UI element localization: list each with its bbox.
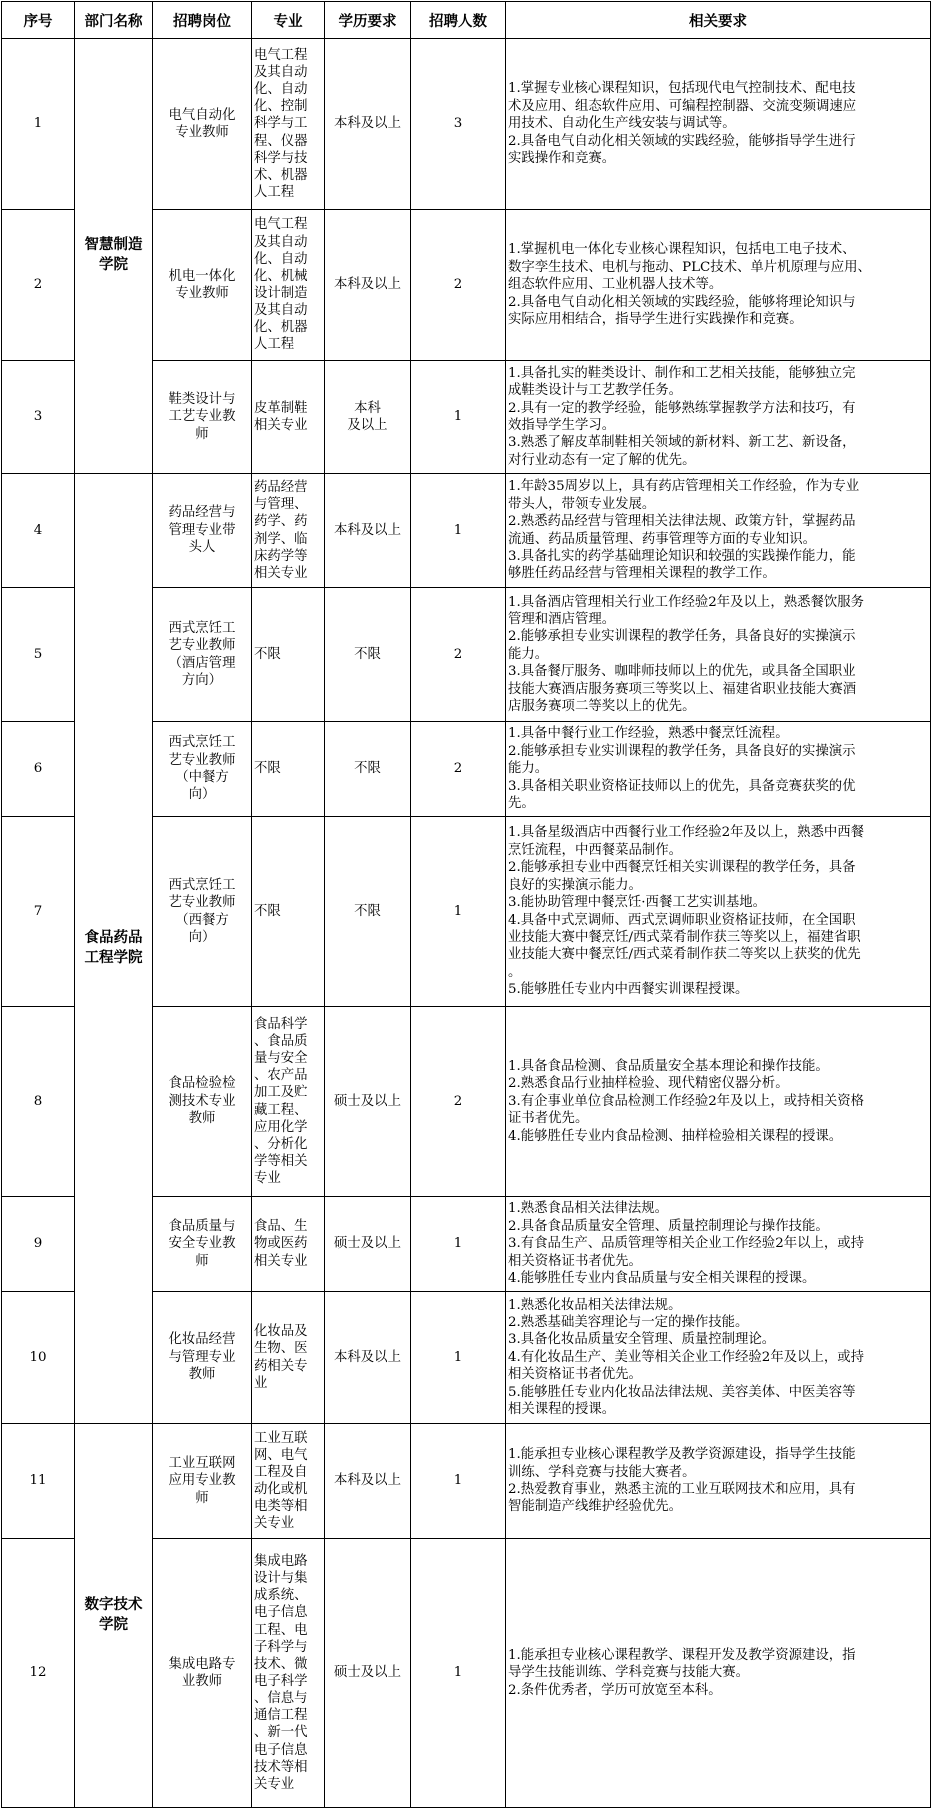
header-major: 专业 — [252, 2, 325, 39]
major-requirement — [252, 817, 325, 1007]
major-requirement — [252, 361, 325, 474]
table-row — [2, 39, 931, 210]
header-dept: 部门名称 — [75, 2, 153, 39]
job-requirements-text: 1.掌握专业核心课程知识，包括现代电气控制技术、配电技 术及应用、组态软件应用、可编程控制器、交流变频调速应 用技术、自动化生产线安装与调试等。 2.具备电气自动化相关领域的实践经验，能够指导学生进行 实践操作和竞赛。 — [508, 81, 857, 167]
row-number — [2, 474, 75, 588]
row-number-text: 4 — [33, 522, 43, 538]
hiring-count-text: 1 — [453, 903, 463, 919]
header-count: 招聘人数 — [411, 2, 506, 39]
hiring-count-text: 1 — [453, 1236, 463, 1252]
education-requirement-text: 硕士及以上 — [334, 1093, 401, 1109]
department-name-text: 数字技术 学院 — [84, 1596, 143, 1633]
education-requirement-text: 本科及以上 — [334, 522, 401, 538]
job-requirements — [506, 361, 931, 474]
position-name-text: 鞋类设计与 工艺专业教 师 — [168, 391, 236, 442]
education-requirement — [325, 474, 411, 588]
education-requirement — [325, 361, 411, 474]
major-requirement-text: 化妆品及 生物、医 药相关专 业 — [254, 1324, 308, 1391]
row-number — [2, 210, 75, 361]
job-requirements-text: 1.年龄35周岁以上，具有药店管理相关工作经验，作为专业 带头人，带领专业发展。 2.熟悉药品经营与管理相关法律法规、政策方针，掌握药品 流通、药品质量管理、药事管理等方面的专业知识。 3.具备扎实的药学基础理论知识和较强的实践操作能力，能 够胜任药品经营与管理相关课程的教学工作。 — [508, 479, 860, 582]
header-requirements: 相关要求 — [506, 2, 931, 39]
education-requirement-text: 本科及以上 — [334, 277, 401, 293]
hiring-count-text: 1 — [453, 1665, 463, 1681]
hiring-count — [411, 39, 506, 210]
position-name-text: 食品质量与 安全专业教 师 — [168, 1218, 236, 1269]
position-name-text: 西式烹饪工 艺专业教师 （西餐方 向） — [168, 877, 236, 945]
major-requirement-text: 皮革制鞋 相关专业 — [254, 400, 308, 433]
position-name — [153, 1197, 252, 1292]
education-requirement — [325, 210, 411, 361]
hiring-count-text: 3 — [453, 116, 463, 132]
job-requirements-text: 1.熟悉食品相关法律法规。 2.具备食品质量安全管理、质量控制理论与操作技能。 3.有食品生产、品质管理等相关企业工作经验2年以上，或持 相关资格证书者优先。 4.能够胜任专业内食品质量与安全相关课程的授课。 — [508, 1201, 865, 1287]
table-row — [2, 1424, 931, 1539]
department-name — [75, 1424, 153, 1808]
row-number-text: 11 — [29, 1473, 47, 1489]
education-requirement — [325, 1007, 411, 1197]
major-requirement-text: 食品科学 、食品质 量与安全 、农产品 加工及贮 藏工程、 应用化学 、分析化 学等相关 专业 — [254, 1016, 308, 1187]
position-name — [153, 474, 252, 588]
major-requirement-text: 电气工程 及其自动 化、自动 化、控制 科学与工 程、仪器 科学与技 术、机器 人工程 — [254, 47, 308, 201]
position-name-text: 集成电路专 业教师 — [168, 1656, 236, 1689]
row-number-text: 5 — [33, 646, 43, 662]
position-name-text: 机电一体化 专业教师 — [168, 268, 236, 301]
education-requirement-text: 本科及以上 — [334, 1349, 401, 1365]
row-number — [2, 39, 75, 210]
row-number — [2, 1197, 75, 1292]
row-number — [2, 1539, 75, 1808]
major-requirement-text: 不限 — [254, 646, 281, 662]
hiring-count — [411, 722, 506, 817]
job-requirements-text: 1.具备中餐行业工作经验，熟悉中餐烹饪流程。 2.能够承担专业实训课程的教学任务，具备良好的实操演示 能力。 3.具备相关职业资格证技师以上的优先，具备竞赛获奖的优 先。 — [508, 726, 856, 812]
job-requirements — [506, 1424, 931, 1539]
position-name-text: 化妆品经营 与管理专业 教师 — [168, 1332, 236, 1383]
hiring-count — [411, 1539, 506, 1808]
row-number-text: 10 — [29, 1349, 47, 1365]
education-requirement — [325, 1539, 411, 1808]
job-requirements — [506, 1197, 931, 1292]
position-name-text: 电气自动化 专业教师 — [168, 107, 236, 140]
education-requirement — [325, 39, 411, 210]
position-name — [153, 210, 252, 361]
job-requirements-text: 1.掌握机电一体化专业核心课程知识，包括电工电子技术、 数字孪生技术、电机与拖动、PLC技术、单片机原理与应用、 组态软件应用、工业机器人技术等。 2.具备电气自动化相关领域的实践经验，能够将理论知识与 实际应用相结合，指导学生进行实践操作和竞赛。 — [508, 242, 871, 328]
major-requirement — [252, 1292, 325, 1424]
job-requirements — [506, 817, 931, 1007]
major-requirement-text: 食品、生 物或医药 相关专业 — [254, 1219, 308, 1269]
row-number-text: 3 — [33, 409, 43, 425]
job-requirements — [506, 474, 931, 588]
hiring-count — [411, 1007, 506, 1197]
hiring-count — [411, 588, 506, 722]
position-name-text: 食品检验检 测技术专业 教师 — [168, 1076, 236, 1127]
position-name-text: 西式烹饪工 艺专业教师 （酒店管理 方向） — [168, 620, 236, 688]
major-requirement — [252, 1424, 325, 1539]
education-requirement — [325, 1424, 411, 1539]
position-name — [153, 39, 252, 210]
position-name-text: 西式烹饪工 艺专业教师 （中餐方 向） — [168, 735, 236, 803]
education-requirement-text: 不限 — [354, 761, 381, 777]
job-requirements-text: 1.具备星级酒店中西餐行业工作经验2年及以上，熟悉中西餐 烹饪流程，中西餐菜品制作。 2.能够承担专业中西餐烹饪相关实训课程的教学任务，具备 良好的实操演示能力。 3.能协助管理中餐烹饪·西餐工艺实训基地。 4.具备中式烹调师、西式烹调师职业资格证技师，在全国职 业技能大赛中餐烹饪/西式菜肴制作获三等奖以上，福建省职 业技能大赛中餐烹饪/西式菜肴制作获二等奖以上获奖的优先 。 5.能够胜任专业内中西餐实训课程授课。 — [508, 825, 865, 998]
education-requirement-text: 硕士及以上 — [334, 1236, 401, 1252]
row-number-text: 2 — [33, 277, 43, 293]
major-requirement — [252, 39, 325, 210]
position-name-text: 工业互联网 应用专业教 师 — [168, 1455, 236, 1506]
education-requirement-text: 本科 及以上 — [347, 400, 388, 433]
education-requirement-text: 不限 — [354, 903, 381, 919]
hiring-count-text: 2 — [453, 646, 463, 662]
department-name-text: 食品药品 工程学院 — [84, 929, 143, 966]
hiring-count — [411, 210, 506, 361]
header-row — [2, 2, 931, 39]
position-name — [153, 361, 252, 474]
major-requirement-text: 不限 — [254, 903, 281, 919]
major-requirement-text: 药品经营 与管理、 药学、药 剂学、临 床药学等 相关专业 — [254, 480, 308, 581]
education-requirement-text: 硕士及以上 — [334, 1665, 401, 1681]
header-education: 学历要求 — [325, 2, 411, 39]
row-number-text: 6 — [33, 761, 43, 777]
department-name-text: 智慧制造 学院 — [84, 237, 143, 273]
major-requirement — [252, 722, 325, 817]
header-no: 序号 — [2, 2, 75, 39]
education-requirement — [325, 588, 411, 722]
job-requirements — [506, 1539, 931, 1808]
education-requirement — [325, 1197, 411, 1292]
position-name — [153, 817, 252, 1007]
major-requirement-text: 电气工程 及其自动 化、自动 化、机械 设计制造 及其自动 化、机器 人工程 — [254, 217, 308, 353]
job-requirements-text: 1.熟悉化妆品相关法律法规。 2.熟悉基础美容理论与一定的操作技能。 3.具备化妆品质量安全管理、质量控制理论。 4.有化妆品生产、美业等相关企业工作经验2年及以上，或持 相关资格证书者优先。 5.能够胜任专业内化妆品法律法规、美容美体、中医美容等 相关课程的授课。 — [508, 1297, 865, 1418]
job-requirements — [506, 722, 931, 817]
position-name — [153, 722, 252, 817]
hiring-count — [411, 361, 506, 474]
hiring-count-text: 1 — [453, 1349, 463, 1365]
hiring-count — [411, 1424, 506, 1539]
position-name — [153, 1424, 252, 1539]
job-requirements-text: 1.具备酒店管理相关行业工作经验2年及以上，熟悉餐饮服务 管理和酒店管理。 2.能够承担专业实训课程的教学任务，具备良好的实操演示 能力。 3.具备餐厅服务、咖啡师技师以上的优先，或具备全国职业 技能大赛酒店服务赛项三等奖以上、福建省职业技能大赛酒 店服务赛项二等奖以上的优先。 — [508, 594, 865, 715]
recruitment-table — [1, 1, 931, 1808]
major-requirement — [252, 474, 325, 588]
job-requirements — [506, 1292, 931, 1424]
hiring-count-text: 2 — [453, 1093, 463, 1109]
education-requirement-text: 本科及以上 — [334, 1473, 401, 1489]
major-requirement — [252, 210, 325, 361]
education-requirement — [325, 722, 411, 817]
job-requirements — [506, 39, 931, 210]
row-number-text: 8 — [33, 1093, 43, 1109]
hiring-count — [411, 474, 506, 588]
row-number — [2, 817, 75, 1007]
hiring-count — [411, 817, 506, 1007]
education-requirement — [325, 817, 411, 1007]
major-requirement-text: 工业互联 网、电气 工程及自 动化或机 电类等相 关专业 — [254, 1430, 308, 1532]
major-requirement — [252, 1539, 325, 1808]
position-name-text: 药品经营与 管理专业带 头人 — [168, 505, 236, 556]
hiring-count — [411, 1292, 506, 1424]
hiring-count — [411, 1197, 506, 1292]
position-name — [153, 588, 252, 722]
major-requirement-text: 集成电路 设计与集 成系统、 电子信息 工程、电 子科学与 技术、微 电子科学 、信息与 通信工程 、新一代 电子信息 技术等相 关专业 — [254, 1553, 308, 1792]
position-name — [153, 1292, 252, 1424]
major-requirement — [252, 1197, 325, 1292]
row-number-text: 1 — [33, 116, 43, 132]
department-name — [75, 39, 153, 474]
job-requirements-text: 1.能承担专业核心课程教学及教学资源建设，指导学生技能 训练、学科竞赛与技能大赛者。 2.热爱教育事业，熟悉主流的工业互联网技术和应用，具有 智能制造产线维护经验优先。 — [508, 1447, 856, 1515]
hiring-count-text: 1 — [453, 409, 463, 425]
department-name — [75, 474, 153, 1424]
job-requirements-text: 1.能承担专业核心课程教学、课程开发及教学资源建设，指 导学生技能训练、学科竞赛与技能大赛。 2.条件优秀者，学历可放宽至本科。 — [508, 1647, 856, 1698]
hiring-count-text: 1 — [453, 522, 463, 538]
table-row — [2, 474, 931, 588]
major-requirement — [252, 1007, 325, 1197]
major-requirement — [252, 588, 325, 722]
row-number-text: 7 — [33, 903, 43, 919]
hiring-count-text: 2 — [453, 277, 463, 293]
major-requirement-text: 不限 — [254, 761, 281, 777]
job-requirements — [506, 210, 931, 361]
job-requirements-text: 1.具备扎实的鞋类设计、制作和工艺相关技能，能够独立完 成鞋类设计与工艺教学任务。 2.具有一定的教学经验，能够熟练掌握教学方法和技巧，有 效指导学生学习。 3.熟悉了解皮革制鞋相关领域的新材料、新工艺、新设备， 对行业动态有一定了解的优先。 — [508, 365, 856, 468]
row-number — [2, 361, 75, 474]
hiring-count-text: 1 — [453, 1473, 463, 1489]
education-requirement-text: 本科及以上 — [334, 116, 401, 132]
row-number — [2, 1292, 75, 1424]
row-number — [2, 1007, 75, 1197]
job-requirements-text: 1.具备食品检测、食品质量安全基本理论和操作技能。 2.熟悉食品行业抽样检验、现代精密仪器分析。 3.有企事业单位食品检测工作经验2年及以上，或持相关资格 证书者优先。 4.能够胜任专业内食品检测、抽样检验相关课程的授课。 — [508, 1058, 865, 1144]
education-requirement — [325, 1292, 411, 1424]
row-number-text: 12 — [29, 1665, 47, 1681]
position-name — [153, 1007, 252, 1197]
education-requirement-text: 不限 — [354, 646, 381, 662]
job-requirements — [506, 588, 931, 722]
job-requirements — [506, 1007, 931, 1197]
position-name — [153, 1539, 252, 1808]
header-position: 招聘岗位 — [153, 2, 252, 39]
row-number — [2, 588, 75, 722]
row-number-text: 9 — [33, 1236, 43, 1252]
row-number — [2, 1424, 75, 1539]
hiring-count-text: 2 — [453, 761, 463, 777]
row-number — [2, 722, 75, 817]
